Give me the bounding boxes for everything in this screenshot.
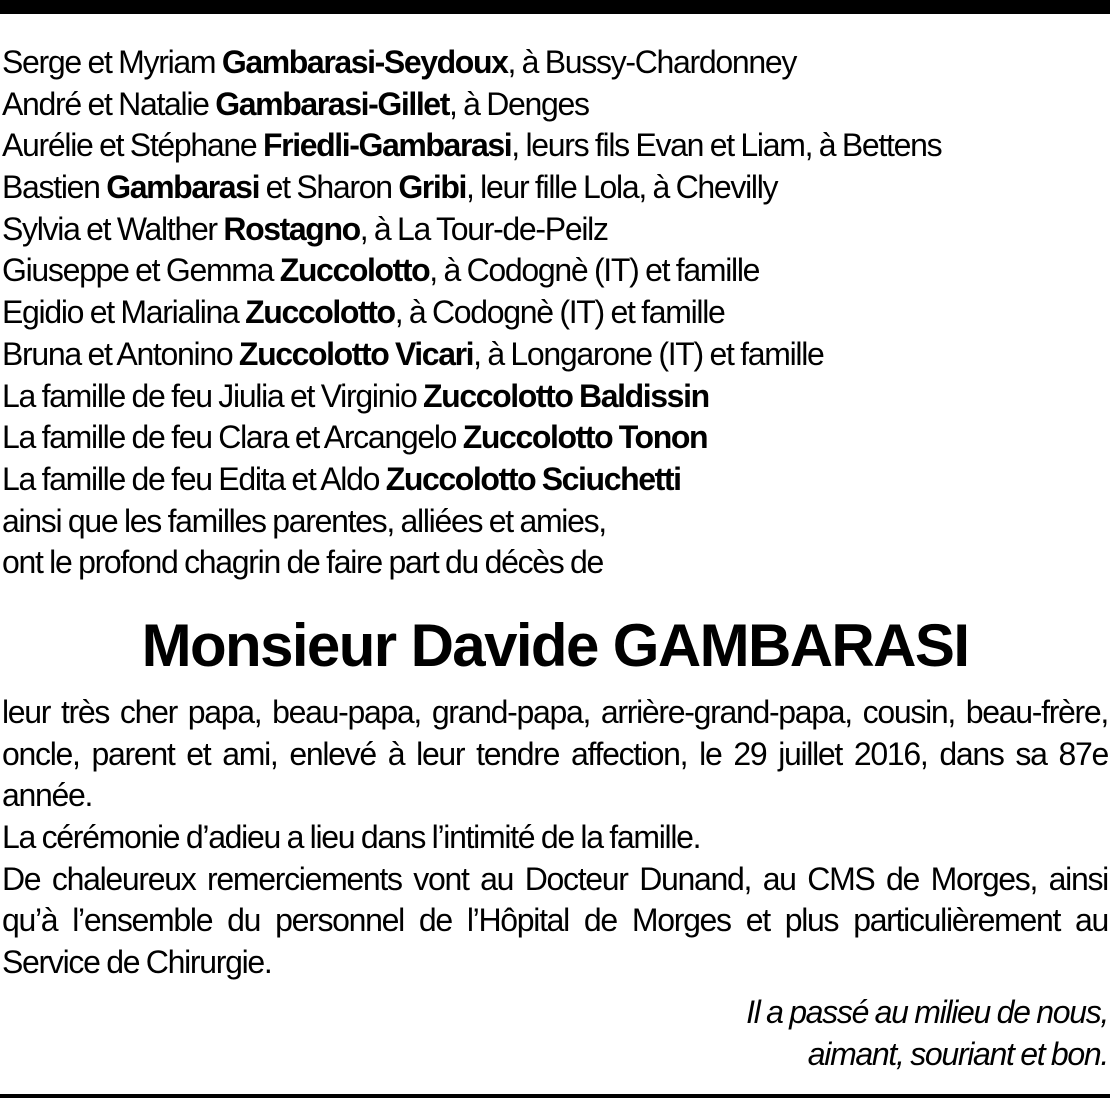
obituary-notice [2, 42, 1108, 1075]
closing-line: aimant, souriant et bon. [807, 1035, 1108, 1072]
family-line: La famille de feu Edita et Aldo Zuccolotto Sciuchetti [2, 460, 681, 497]
closing-line: Il a passé au milieu de nous, [746, 993, 1108, 1030]
family-line: Bruna et Antonino Zuccolotto Vicari, à Longarone (IT) et famille [2, 335, 824, 372]
family-line: Aurélie et Stéphane Friedli-Gambarasi, leurs fils Evan et Liam, à Bettens [2, 127, 942, 164]
deceased-name: Monsieur Davide GAMBARASI [141, 611, 969, 679]
family-line: La famille de feu Clara et Arcangelo Zuccolotto Tonon [2, 419, 708, 456]
ceremony-paragraph: La cérémonie d’adieu a lieu dans l’intimité de la famille. [2, 819, 701, 856]
intro-line: ont le profond chagrin de faire part du décès de [2, 544, 604, 581]
family-line: Bastien Gambarasi et Sharon Gribi, leur fille Lola, à Chevilly [2, 169, 778, 206]
tribute-paragraph: leur très cher papa, beau-papa, grand-papa, arrière-grand-papa, cousin, beau-frère, oncle, parent et ami, enlevé à leur tendre affection, le 29 juillet 2016, dans sa 87e année. [2, 693, 1108, 814]
family-line: Giuseppe et Gemma Zuccolotto, à Codognè (IT) et famille [2, 252, 760, 289]
bottom-rule [0, 1094, 1110, 1098]
family-list [2, 42, 1108, 584]
obituary-body [2, 692, 1108, 984]
intro-line: ainsi que les familles parentes, alliées et amies, [2, 502, 606, 539]
top-rule [0, 0, 1110, 14]
family-line: Egidio et Marialina Zuccolotto, à Codognè (IT) et famille [2, 294, 725, 331]
family-line: Serge et Myriam Gambarasi-Seydoux, à Bussy-Chardonney [2, 44, 797, 80]
family-line: André et Natalie Gambarasi-Gillet, à Denges [2, 85, 589, 122]
thanks-paragraph: De chaleureux remerciements vont au Docteur Dunand, au CMS de Morges, ainsi qu’à l’ensemble du personnel de l’Hôpital de Morges et plus particulièrement au Service de Chirurgie. [2, 860, 1108, 981]
family-line: La famille de feu Jiulia et Virginio Zuccolotto Baldissin [2, 377, 709, 414]
family-line: Sylvia et Walther Rostagno, à La Tour-de-Peilz [2, 210, 608, 247]
closing-quote [2, 992, 1108, 1075]
